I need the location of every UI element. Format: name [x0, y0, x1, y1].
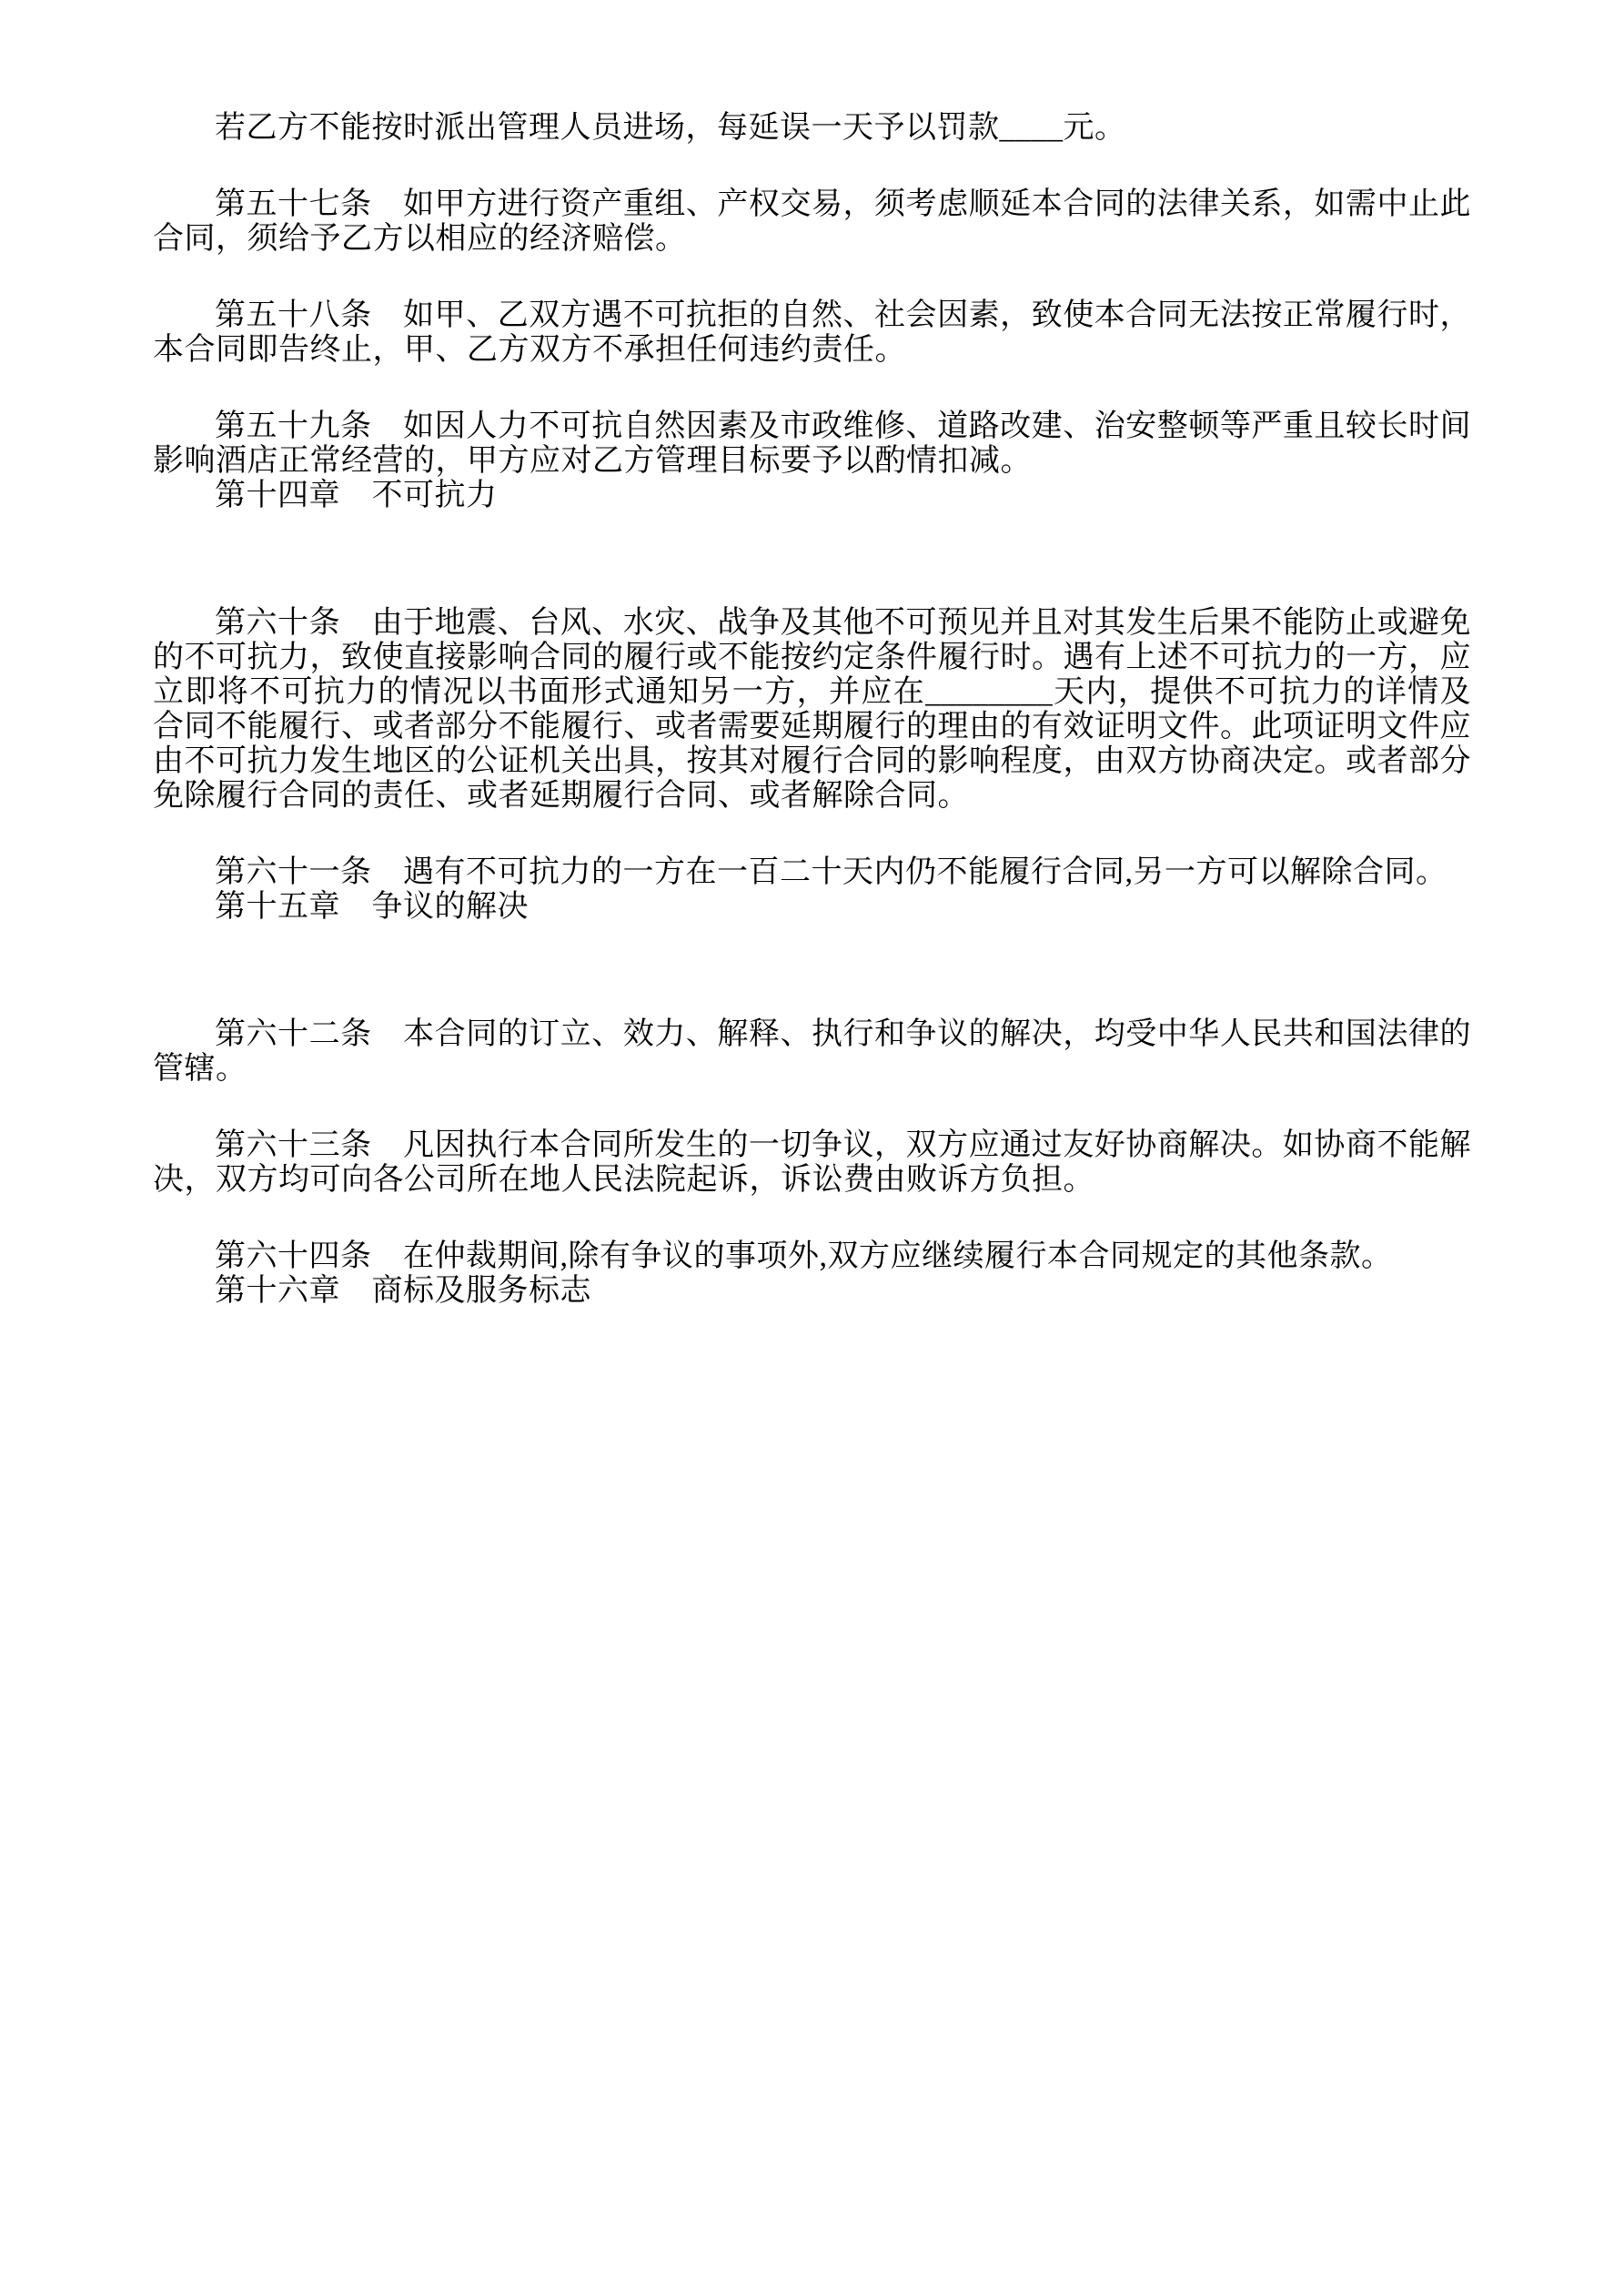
clause-58: 第五十八条 如甲、乙双方遇不可抗拒的自然、社会因素，致使本合同无法按正常履行时，本合同即告终止，甲、乙方双方不承担任何违约责任。 [153, 298, 1471, 367]
chapter-14-heading: 第十四章 不可抗力 [215, 479, 498, 512]
clause-60: 第六十条 由于地震、台风、水灾、战争及其他不可预见并且对其发生后果不能防止或避免的不可抗力，致使直接影响合同的履行或不能按约定条件履行时。遇有上述不可抗力的一方，应立即将不可抗力的情况以书面形式通知另一方，并应在________天内，提供不可抗力的详情及合同不能履行、或者部分不能履行、或者需要延期履行的理由的有效证明文件。此项证明文件应由不可抗力发生地区的公证机关出具，按其对履行合同的影响程度，由双方协商决定。或者部分免除履行合同的责任、或者延期履行合同、或者解除合同。 [153, 606, 1471, 813]
clause-57: 第五十七条 如甲方进行资产重组、产权交易，须考虑顺延本合同的法律关系，如需中止此合同，须给予乙方以相应的经济赔偿。 [153, 187, 1471, 256]
clause-penalty-line: 若乙方不能按时派出管理人员进场，每延误一天予以罚款____元。 [215, 111, 1126, 145]
clause-61: 第六十一条 遇有不可抗力的一方在一百二十天内仍不能履行合同,另一方可以解除合同。 [215, 855, 1447, 889]
clause-63: 第六十三条 凡因执行本合同所发生的一切争议，双方应通过友好协商解决。如协商不能解决，双方均可向各公司所在地人民法院起诉，诉讼费由败诉方负担。 [153, 1128, 1471, 1197]
clause-62: 第六十二条 本合同的订立、效力、解释、执行和争议的解决，均受中华人民共和国法律的管辖。 [153, 1017, 1471, 1086]
clause-59: 第五十九条 如因人力不可抗自然因素及市政维修、道路改建、治安整顿等严重且较长时间影响酒店正常经营的，甲方应对乙方管理目标要予以酌情扣减。 [153, 410, 1471, 478]
chapter-16-heading: 第十六章 商标及服务标志 [215, 1274, 591, 1308]
clause-64: 第六十四条 在仲裁期间,除有争议的事项外,双方应继续履行本合同规定的其他条款。 [215, 1239, 1393, 1273]
chapter-15-heading: 第十五章 争议的解决 [215, 890, 529, 924]
